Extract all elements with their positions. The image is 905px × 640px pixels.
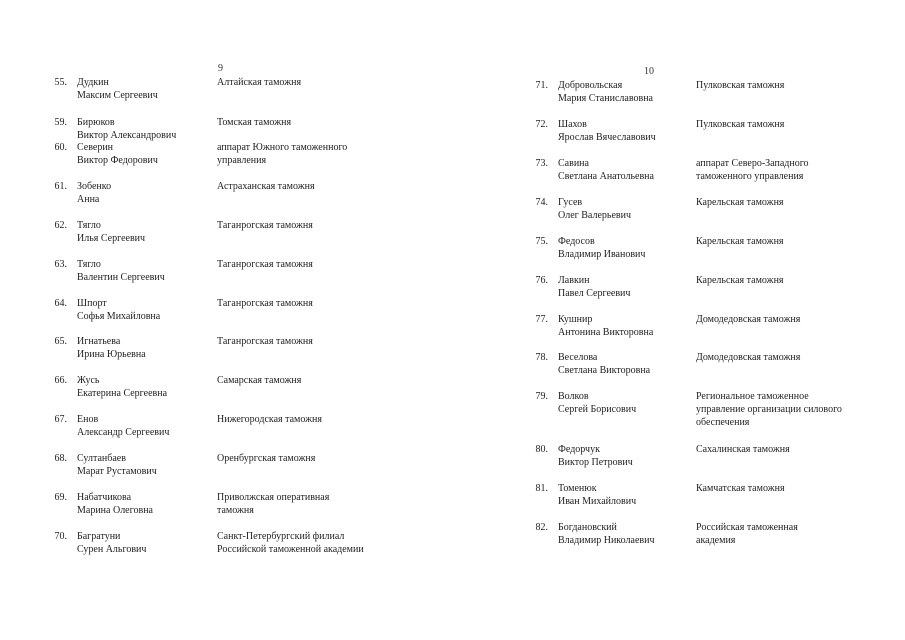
organization-line: Домодедовская таможня	[696, 314, 801, 325]
given-name: Софья Михайловна	[77, 311, 161, 322]
given-name: Анна	[77, 194, 100, 205]
entry-number: 82.	[535, 522, 548, 533]
organization	[696, 443, 790, 456]
organization	[217, 374, 301, 387]
organization	[217, 297, 313, 310]
entry-number: 67.	[54, 414, 67, 425]
entry-number: 64.	[54, 298, 67, 309]
entry-number: 71.	[535, 80, 548, 91]
page-number: 10	[644, 66, 654, 77]
surname: Игнатьева	[77, 336, 121, 347]
given-name: Ирина Юрьевна	[77, 349, 146, 360]
organization-line: Пулковская таможня	[696, 119, 785, 130]
organization-line: таможенного управления	[696, 171, 804, 182]
organization-line: Российская таможенная	[696, 522, 798, 533]
surname: Добровольская	[558, 80, 623, 91]
organization	[217, 180, 315, 193]
given-name: Светлана Анатольевна	[558, 171, 654, 182]
given-name: Виктор Александрович	[77, 130, 177, 141]
organization-line: аппарат Северо-Западного	[696, 158, 809, 169]
organization-line: Таганрогская таможня	[217, 259, 313, 270]
surname: Шахов	[558, 119, 587, 130]
organization	[696, 274, 784, 287]
entry-number: 80.	[535, 444, 548, 455]
entry-number: 61.	[54, 181, 67, 192]
surname: Федорчук	[558, 444, 600, 455]
given-name: Екатерина Сергеевна	[77, 388, 168, 399]
organization-line: Карельская таможня	[696, 236, 784, 247]
organization-line: Пулковская таможня	[696, 80, 785, 91]
organization-line: Самарская таможня	[217, 375, 302, 386]
given-name: Мария Станиславовна	[558, 93, 653, 104]
surname: Енов	[77, 414, 99, 425]
organization	[696, 196, 784, 209]
organization	[217, 413, 322, 426]
surname: Бирюков	[77, 117, 115, 128]
surname: Северин	[77, 142, 114, 153]
surname: Зобенко	[77, 181, 112, 192]
organization	[696, 482, 785, 495]
entry-number: 76.	[535, 275, 548, 286]
organization	[217, 219, 313, 232]
entry-number: 70.	[54, 531, 67, 542]
given-name: Максим Сергеевич	[77, 90, 158, 101]
given-name: Валентин Сергеевич	[77, 272, 165, 283]
given-name: Олег Валерьевич	[558, 210, 631, 221]
entry-number: 65.	[54, 336, 67, 347]
organization-line: Таганрогская таможня	[217, 220, 313, 231]
organization	[696, 390, 842, 429]
given-name: Виктор Федорович	[77, 155, 158, 166]
surname: Тягло	[77, 259, 101, 270]
surname: Жусь	[77, 375, 100, 386]
organization	[696, 235, 784, 248]
surname: Дудкин	[77, 77, 109, 88]
organization-line: Санкт-Петербургский филиал	[217, 531, 345, 542]
given-name: Илья Сергеевич	[77, 233, 146, 244]
organization-line: Приволжская оперативная	[217, 492, 330, 503]
entry-number: 75.	[535, 236, 548, 247]
entry-number: 74.	[535, 197, 548, 208]
organization	[217, 335, 313, 348]
organization-line: Нижегородская таможня	[217, 414, 322, 425]
organization-line: Российской таможенной академии	[217, 544, 364, 555]
entry-number: 81.	[535, 483, 548, 494]
given-name: Виктор Петрович	[558, 457, 633, 468]
left-page	[0, 0, 452, 640]
given-name: Иван Михайлович	[558, 496, 637, 507]
surname: Султанбаев	[77, 453, 126, 464]
page-number: 9	[218, 63, 223, 74]
given-name: Марина Олеговна	[77, 505, 153, 516]
entry-number: 68.	[54, 453, 67, 464]
given-name: Ярослав Вячеславович	[558, 132, 656, 143]
entry-number: 62.	[54, 220, 67, 231]
organization-line: Таганрогская таможня	[217, 336, 313, 347]
entry-number: 59.	[54, 117, 67, 128]
surname: Набатчикова	[77, 492, 132, 503]
organization	[696, 79, 784, 92]
surname: Федосов	[558, 236, 595, 247]
organization-line: Таганрогская таможня	[217, 298, 313, 309]
organization	[696, 351, 800, 364]
organization-line: Сахалинская таможня	[696, 444, 790, 455]
surname: Волков	[558, 391, 589, 402]
given-name: Александр Сергеевич	[77, 427, 170, 438]
organization	[217, 491, 329, 517]
surname: Тягло	[77, 220, 101, 231]
entry-number: 60.	[54, 142, 67, 153]
organization-line: Камчатская таможня	[696, 483, 785, 494]
surname: Лавкин	[558, 275, 590, 286]
given-name: Владимир Николаевич	[558, 535, 655, 546]
surname: Багратуни	[77, 531, 121, 542]
entry-number: 77.	[535, 314, 548, 325]
organization-line: Томская таможня	[217, 117, 292, 128]
right-page	[452, 0, 905, 640]
entry-number: 55.	[54, 77, 67, 88]
given-name: Сурен Альгович	[77, 544, 147, 555]
organization-line: Алтайская таможня	[217, 77, 302, 88]
organization	[217, 141, 347, 167]
entry-number: 72.	[535, 119, 548, 130]
organization	[217, 76, 301, 89]
organization-line: Астраханская таможня	[217, 181, 315, 192]
entry-number: 78.	[535, 352, 548, 363]
organization-line: управление организации силового	[696, 404, 842, 415]
organization	[217, 116, 291, 129]
entry-number: 69.	[54, 492, 67, 503]
surname: Шпорт	[77, 298, 107, 309]
surname: Кушнир	[558, 314, 593, 325]
given-name: Антонина Викторовна	[558, 327, 654, 338]
organization-line: обеспечения	[696, 417, 750, 428]
organization	[217, 452, 315, 465]
entry-number: 66.	[54, 375, 67, 386]
given-name: Марат Рустамович	[77, 466, 157, 477]
organization	[217, 258, 313, 271]
organization	[217, 530, 364, 556]
surname: Веселова	[558, 352, 598, 363]
organization-line: таможня	[217, 505, 254, 516]
given-name: Сергей Борисович	[558, 404, 637, 415]
surname: Гусев	[558, 197, 583, 208]
given-name: Владимир Иванович	[558, 249, 646, 260]
surname: Богдановский	[558, 522, 617, 533]
surname: Савина	[558, 158, 589, 169]
organization-line: аппарат Южного таможенного	[217, 142, 348, 153]
organization-line: Карельская таможня	[696, 197, 784, 208]
entry-number: 73.	[535, 158, 548, 169]
organization-line: управления	[217, 155, 267, 166]
given-name: Светлана Викторовна	[558, 365, 651, 376]
organization-line: Домодедовская таможня	[696, 352, 801, 363]
entry-number: 79.	[535, 391, 548, 402]
organization	[696, 118, 784, 131]
entry-number: 63.	[54, 259, 67, 270]
organization-line: академия	[696, 535, 736, 546]
organization	[696, 157, 809, 183]
organization-line: Карельская таможня	[696, 275, 784, 286]
organization	[696, 521, 798, 547]
organization-line: Оренбургская таможня	[217, 453, 316, 464]
given-name: Павел Сергеевич	[558, 288, 631, 299]
organization-line: Региональное таможенное	[696, 391, 809, 402]
organization	[696, 313, 800, 326]
surname: Томенюк	[558, 483, 597, 494]
